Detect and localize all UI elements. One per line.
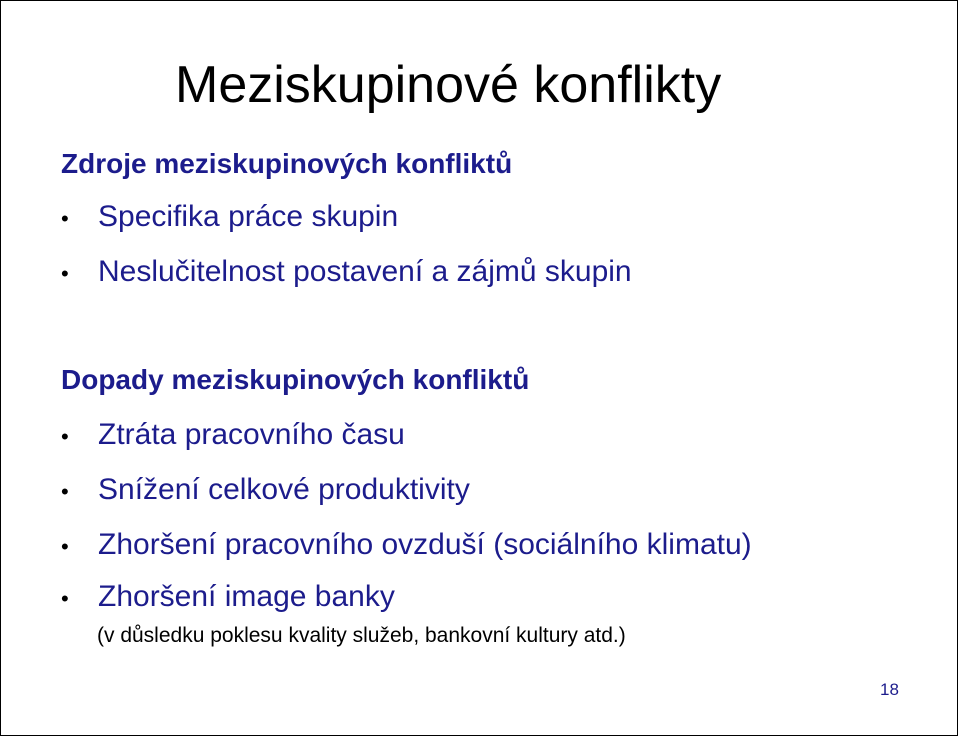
bullet-glyph: • (61, 586, 69, 611)
bullet-glyph: • (61, 424, 69, 449)
bullet-note: (v důsledku poklesu kvality služeb, bankovní kultury atd.) (97, 624, 626, 647)
bullet-item (61, 417, 405, 455)
bullet-glyph: • (61, 261, 69, 286)
bullet-glyph: • (61, 534, 69, 559)
bullet-item (61, 199, 398, 237)
bullet-item (61, 254, 632, 292)
section-heading-impacts: Dopady meziskupinových konfliktů (61, 364, 530, 395)
bullet-text: Snížení celkové produktivity (98, 473, 470, 506)
bullet-item (61, 527, 752, 565)
page-number: 18 (880, 680, 899, 699)
bullet-text: Ztráta pracovního času (98, 418, 405, 451)
bullet-glyph: • (61, 479, 69, 504)
bullet-text: Zhoršení pracovního ovzduší (sociálního klimatu) (98, 528, 752, 561)
bullet-glyph: • (61, 206, 69, 231)
bullet-text: Zhoršení image banky (98, 580, 395, 613)
section-heading-sources: Zdroje meziskupinových konfliktů (61, 148, 513, 179)
slide-title: Meziskupinové konflikty (175, 56, 722, 114)
bullet-item (61, 472, 470, 510)
bullet-item (61, 579, 395, 617)
bullet-text: Specifika práce skupin (98, 200, 399, 233)
bullet-text: Neslučitelnost postavení a zájmů skupin (98, 255, 632, 288)
